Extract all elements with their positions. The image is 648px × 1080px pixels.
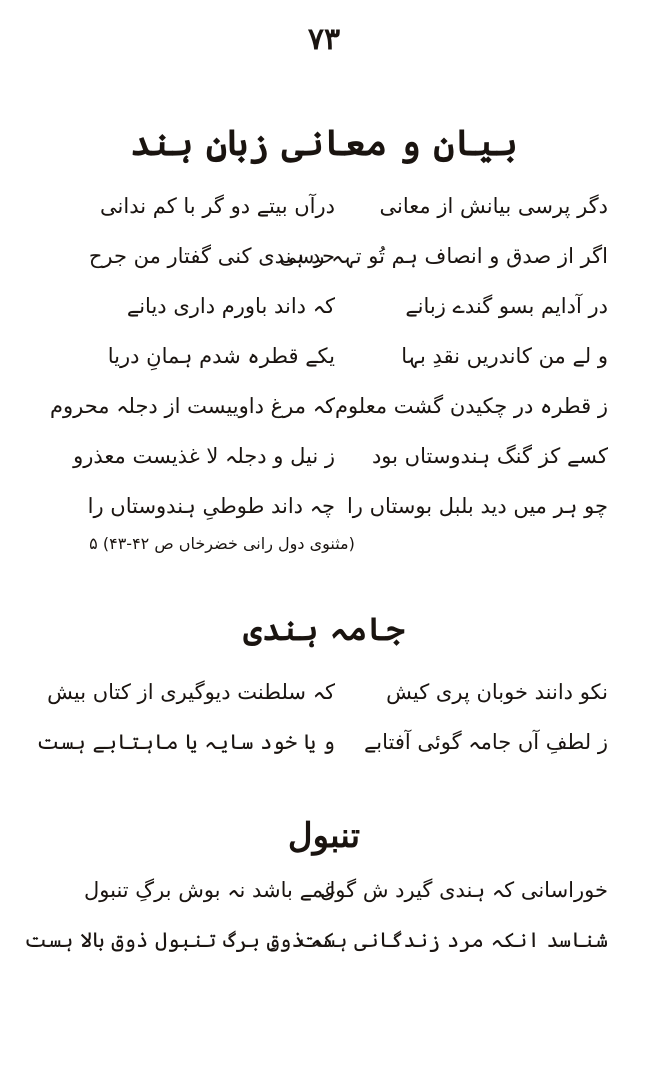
first-hemistich: نکو دانند خوبان پری کیش <box>386 680 608 704</box>
couplet <box>0 336 648 376</box>
couplet <box>0 672 648 712</box>
couplet <box>0 386 648 426</box>
first-hemistich: چو ہر میں دید بلبل بوستاں را <box>346 494 608 518</box>
first-hemistich: کسے کز گنگ ہندوستاں بود <box>371 444 608 468</box>
second-hemistich: چہ داند طوطیِ ہندوستاں را <box>87 494 335 518</box>
couplet <box>0 436 648 476</box>
second-hemistich: کہ داند باورم داری دیانے <box>126 294 335 318</box>
second-hemistich: درآں بیتے دو گر با کم ندانی <box>100 194 335 218</box>
source-citation: (مثنوی دول رانی خضرخاں ص ۴۲-۴۳) ۵ <box>89 534 355 553</box>
section-title-bayan: بیان و معانی زبانِ ہند <box>130 122 518 164</box>
section-title-tanbol: تنبول <box>287 816 361 856</box>
second-hemistich: و یا خود سایہ یا ماہتابے ہست <box>36 730 335 754</box>
second-hemistich: کہ مرغ داوییست از دجلہ محروم <box>49 394 335 418</box>
section-title-jama: جامہ ہندی <box>243 610 405 648</box>
couplet <box>0 870 648 910</box>
first-hemistich: اگر از صدق و انصاف ہم تُو تہہ رسی <box>279 244 608 268</box>
first-hemistich: ز قطرہ در چکیدن گشت معلوم <box>334 394 608 418</box>
second-hemistich: یکے قطرہ شدم ہمانِ دریا <box>107 344 335 368</box>
first-hemistich: خوراسانی کہ ہندی گیرد ش گول <box>320 878 608 902</box>
first-hemistich: ز لطفِ آں جامہ گوئی آفتابے <box>363 730 608 754</box>
couplet <box>0 722 648 762</box>
first-hemistich: شناسد انکہ مرد زندگانی ہست <box>298 928 608 952</box>
page-number: ۷۳ <box>307 22 341 57</box>
second-hemistich: کہ ذوقِ برگ تنبول ذوق بالا ہست <box>24 928 335 952</box>
couplet <box>0 920 648 960</box>
first-hemistich: در آدایم بسو گندے زبانے <box>405 294 608 318</box>
second-hemistich: حدِ ہندی کنی گفتار من جرح <box>88 244 335 268</box>
second-hemistich: کہ سلطنت دیوگیری از کتاں بیش <box>47 680 335 704</box>
first-hemistich: و لے من کاندریں نقدِ بہا <box>401 344 608 368</box>
second-hemistich: ز نیل و دجلہ لا غذیست معذرو <box>73 444 335 468</box>
first-hemistich: دگر پرسی بیانش از معانی <box>379 194 608 218</box>
second-hemistich: غمے باشد نہ بوش برگِ تنبول <box>84 878 335 902</box>
couplet <box>0 186 648 226</box>
couplet <box>0 486 648 526</box>
couplet <box>0 236 648 276</box>
couplet <box>0 286 648 326</box>
